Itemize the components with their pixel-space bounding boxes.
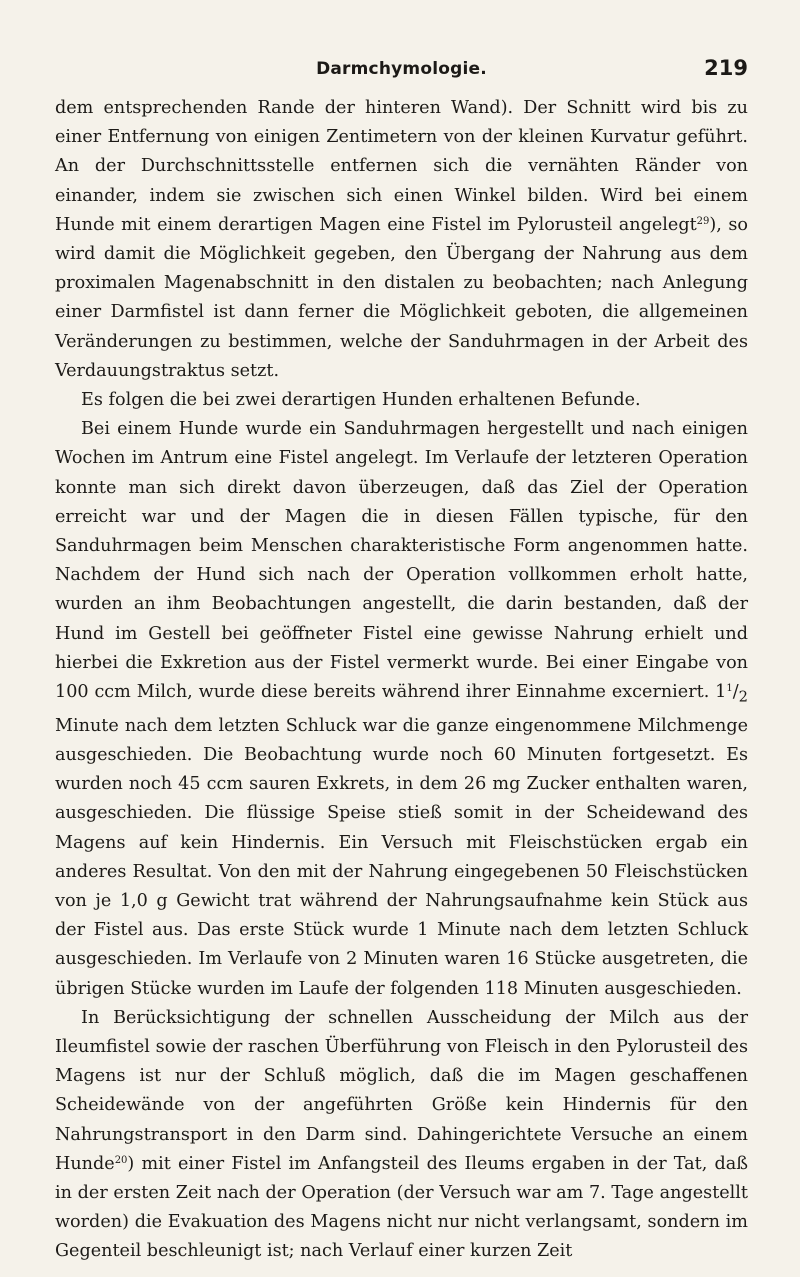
paragraph-2: Es folgen die bei zwei derartigen Hunden erhaltenen Befunde. bbox=[81, 390, 641, 411]
running-head bbox=[55, 0, 748, 90]
paragraph-3: Bei einem Hunde wurde ein Sanduhrmagen hergestellt und nach einigen Wochen im Antrum eine Fistel angelegt. Im Verlaufe der letzteren Operation konnte man sich direkt davon überzeugen, daß das Ziel der Operation erreicht war und der Magen die in diesen Fällen typische, für den Sanduhrmagen beim Menschen charakteristische Form angenommen hatte. Nachdem der Hund sich nach der Operation vollkommen erholt hatte, wurden an ihm Beobachtungen angestellt, die darin bestanden, daß der Hund im Gestell bei geöffneter Fistel eine gewisse Nahrung erhielt und hierbei die Exkretion aus der Fistel vermerkt wurde. Bei einer Eingabe von 100 ccm Milch, wurde diese bereits während ihrer Einnahme excerniert. $1^1/_2$ Minute nach dem letzten Schluck war die ganze eingenommene Milchmenge ausgeschieden. Die Beobachtung wurde noch 60 Minuten fortgesetzt. Es wurden noch 45 ccm sauren Exkrets, in dem 26 mg Zucker enthalten waren, ausgeschieden. Die flüssige Speise stieß somit in der Scheidewand des Magens auf kein Hindernis. Ein Versuch mit Fleischstücken ergab ein anderes Resultat. Von den mit der Nahrung eingegebenen 50 Fleischstücken von je 1,0 g Gewicht trat während der Nahrungsaufnahme kein Stück aus der Fistel aus. Das erste Stück wurde 1 Minute nach dem letzten Schluck ausgeschieden. Im Verlaufe von 2 Minuten waren 16 Stücke ausgetreten, die übrigen Stücke wurden im Laufe der folgenden 118 Minuten ausgeschieden. bbox=[55, 419, 748, 999]
paragraph-4-part-2: ) mit einer Fistel im Anfangsteil des Ileums ergaben in der Tat, daß in der ersten Zeit nach der Operation (der Versuch war am 7. Tage angestellt worden) die Evakuation des Magens nicht nur nicht verlangsamt, sondern im Gegenteil beschleunigt ist; nach Verlauf einer kurzen Zeit bbox=[55, 1153, 748, 1262]
running-title: Darmchymologie. bbox=[316, 59, 487, 79]
paragraph-3-part-2: Minute nach dem letzten Schluck war die ganze eingenommene Milchmenge ausgeschieden. Die Beobachtung wurde noch 60 Minuten fortgesetzt. Es wurden noch 45 ccm sauren Exkrets, in dem 26 mg Zucker enthalten waren, ausgeschieden. Die flüssige Speise stieß somit in der Scheidewand des Magens auf kein Hindernis. Ein Versuch mit Fleischstücken ergab ein anderes Resultat. Von den mit der Nahrung eingegebenen 50 Fleischstücken von je 1,0 g Gewicht trat während der Nahrungsaufnahme kein Stück aus der Fistel aus. Das erste Stück wurde 1 Minute nach dem letzten Schluck ausgeschieden. Im Verlaufe von 2 Minuten waren 16 Stücke ausgetreten, die übrigen Stücke wurden im Laufe der folgenden 118 Minuten ausgeschieden. bbox=[55, 715, 748, 999]
footnote-ref-29: 29 bbox=[696, 215, 710, 227]
fraction-numerator: 1 bbox=[726, 683, 733, 695]
paragraph-4 bbox=[55, 1004, 748, 1267]
paragraph-3-part-1: Bei einem Hunde wurde ein Sanduhrmagen hergestellt und nach einigen Wochen im Antrum eine Fistel angelegt. Im Verlaufe der letzteren Operation konnte man sich direkt davon überzeugen, daß das Ziel der Operation erreicht war und der Magen die in diesen Fällen typische, für den Sanduhrmagen beim Menschen charakteristische Form angenommen hatte. Nachdem der Hund sich nach der Operation vollkommen erholt hatte, wurden an ihm Beobachtungen angestellt, die darin bestanden, daß der Hund im Gestell bei geöffneter Fistel eine gewisse Nahrung erhielt und hierbei die Exkretion aus der Fistel vermerkt wurde. Bei einer Eingabe von 100 ccm Milch, wurde diese bereits während ihrer Einnahme excerniert. 1 bbox=[55, 419, 748, 703]
paragraph-1 bbox=[55, 94, 748, 386]
page-number: 219 bbox=[704, 56, 748, 80]
paragraph-1-part-1: dem entsprechenden Rande der hinteren Wand). Der Schnitt wird bis zu einer Entfernung von einigen Zentimetern von der kleinen Kurvatur geführt. An der Durchschnittsstelle entfernen sich die vernähten Ränder von einander, indem sie zwischen sich einen Winkel bilden. Wird bei einem Hunde mit einem derartigen Magen eine Fistel im Pylorusteil angelegt bbox=[55, 98, 748, 235]
body-text bbox=[55, 94, 748, 1267]
footnote-ref-20: 20 bbox=[114, 1154, 128, 1166]
paragraph-1-part-2: ), so wird damit die Möglichkeit gegeben, den Übergang der Nahrung aus dem proximalen Magenabschnitt in den distalen zu beobachten; nach Anlegung einer Darmfistel ist dann ferner die Möglichkeit geboten, die allgemeinen Veränderungen zu bestimmen, welche der Sanduhrmagen in der Arbeit des Verdauungstraktus setzt. bbox=[55, 214, 748, 381]
paragraph-4-part-1: In Berücksichtigung der schnellen Ausscheidung der Milch aus der Ileumfistel sowie der raschen Überführung von Fleisch in den Pylorusteil des Magens ist nur der Schluß möglich, daß die im Magen geschaffenen Scheidewände von der angeführten Größe kein Hindernis für den Nahrungstransport in den Darm sind. Dahingerichtete Versuche an einem Hunde bbox=[55, 1007, 748, 1174]
fraction-denominator: 2 bbox=[738, 688, 748, 706]
